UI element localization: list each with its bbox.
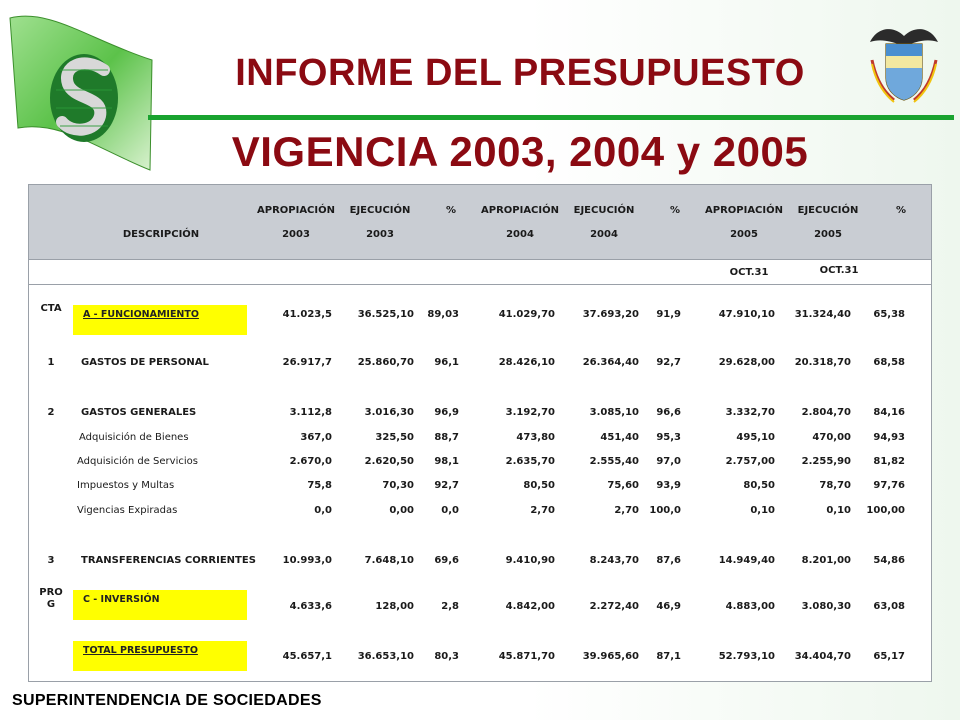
table-cell: 367,0 [300, 432, 332, 443]
table-cell: 3.080,30 [801, 601, 851, 612]
table-cell: 2.635,70 [505, 456, 555, 467]
table-cell: 0,0 [314, 505, 332, 516]
table-cell: 26.917,7 [282, 357, 332, 368]
row-code: 3 [47, 555, 55, 566]
table-cell: 97,0 [656, 456, 681, 467]
table-cell: 78,70 [819, 480, 851, 491]
highlight-inversion [73, 590, 247, 620]
table-cell: 8.201,00 [801, 555, 851, 566]
table-cell: 28.426,10 [498, 357, 555, 368]
table-cell: 325,50 [375, 432, 414, 443]
table-cell: 0,10 [826, 505, 851, 516]
header-apropiacion-2005: APROPIACIÓN [705, 205, 783, 216]
table-cell: 2.255,90 [801, 456, 851, 467]
table-cell: 29.628,00 [718, 357, 775, 368]
header-year-aprop-2003: 2003 [282, 229, 310, 240]
table-cell: 100,0 [649, 505, 681, 516]
table-cell: 100,00 [866, 505, 905, 516]
table-cell: 81,82 [873, 456, 905, 467]
table-cell: 98,1 [434, 456, 459, 467]
table-cell: 2.757,00 [725, 456, 775, 467]
table-header [29, 185, 931, 260]
table-cell: 80,3 [434, 651, 459, 662]
table-cell: 2,70 [614, 505, 639, 516]
table-cell: 45.871,70 [498, 651, 555, 662]
table-cell: 3.112,8 [289, 407, 332, 418]
table-cell: 2.555,40 [589, 456, 639, 467]
table-cell: 52.793,10 [718, 651, 775, 662]
table-cell: 470,00 [812, 432, 851, 443]
row-desc: A - FUNCIONAMIENTO [83, 309, 199, 320]
row-desc: Impuestos y Multas [77, 480, 175, 491]
table-cell: 88,7 [434, 432, 459, 443]
header-year-ejec-2004: 2004 [590, 229, 618, 240]
table-cell: 7.648,10 [364, 555, 414, 566]
highlight-total [73, 641, 247, 671]
header-year-ejec-2005: 2005 [814, 229, 842, 240]
table-cell: 20.318,70 [794, 357, 851, 368]
row-code: CTA [40, 303, 62, 314]
table-cell: 63,08 [873, 601, 905, 612]
table-cell: 2.804,70 [801, 407, 851, 418]
table-cell: 2,8 [441, 601, 459, 612]
table-cell: 87,1 [656, 651, 681, 662]
highlight-funcionamiento [73, 305, 247, 335]
table-cell: 0,0 [441, 505, 459, 516]
table-cell: 70,30 [382, 480, 414, 491]
footer-organization: SUPERINTENDENCIA DE SOCIEDADES [12, 692, 322, 709]
table-cell: 3.332,70 [725, 407, 775, 418]
table-cell: 0,10 [750, 505, 775, 516]
table-cell: 25.860,70 [357, 357, 414, 368]
table-cell: 96,1 [434, 357, 459, 368]
header-pct-2004: % [669, 205, 681, 216]
table-cell: 97,76 [873, 480, 905, 491]
row-desc: Vigencias Expiradas [77, 505, 178, 516]
table-cell: 14.949,40 [718, 555, 775, 566]
table-cell: 3.016,30 [364, 407, 414, 418]
table-cell: 41.023,5 [282, 309, 332, 320]
table-cell: 37.693,20 [582, 309, 639, 320]
table-cell: 54,86 [873, 555, 905, 566]
table-cell: 473,80 [516, 432, 555, 443]
header-descripcion: DESCRIPCIÓN [122, 229, 200, 240]
table-cell: 84,16 [873, 407, 905, 418]
table-cell: 92,7 [656, 357, 681, 368]
table-cell: 26.364,40 [582, 357, 639, 368]
row-desc: Adquisición de Bienes [79, 432, 189, 443]
cutoff-row [29, 260, 931, 285]
table-cell: 41.029,70 [498, 309, 555, 320]
header-apropiacion-2003: APROPIACIÓN [257, 205, 335, 216]
table-cell: 96,9 [434, 407, 459, 418]
table-cell: 65,38 [873, 309, 905, 320]
table-cell: 3.085,10 [589, 407, 639, 418]
table-cell: 94,93 [873, 432, 905, 443]
table-cell: 47.910,10 [718, 309, 775, 320]
table-cell: 2,70 [530, 505, 555, 516]
table-cell: 39.965,60 [582, 651, 639, 662]
header-ejecucion-2004: EJECUCIÓN [573, 205, 635, 216]
table-cell: 45.657,1 [282, 651, 332, 662]
table-cell: 128,00 [375, 601, 414, 612]
table-cell: 2.272,40 [589, 601, 639, 612]
row-code: 1 [47, 357, 55, 368]
table-cell: 2.670,0 [289, 456, 332, 467]
row-desc: TRANSFERENCIAS CORRIENTES [81, 555, 256, 566]
table-cell: 96,6 [656, 407, 681, 418]
budget-table [28, 184, 932, 682]
header-apropiacion-2004: APROPIACIÓN [481, 205, 559, 216]
header-rule [148, 115, 954, 120]
header-year-aprop-2005: 2005 [730, 229, 758, 240]
table-cell: 75,60 [607, 480, 639, 491]
supersociedades-logo-icon [0, 0, 160, 180]
cutoff-label-apropiacion-2005: OCT.31 [729, 267, 769, 278]
header-ejecucion-2003: EJECUCIÓN [349, 205, 411, 216]
table-cell: 68,58 [873, 357, 905, 368]
row-desc: GASTOS DE PERSONAL [81, 357, 209, 368]
table-cell: 495,10 [736, 432, 775, 443]
table-cell: 34.404,70 [794, 651, 851, 662]
header-ejecucion-2005: EJECUCIÓN [797, 205, 859, 216]
row-code: PRO G [39, 587, 63, 610]
page-title: INFORME DEL PRESUPUESTO [235, 52, 805, 94]
table-cell: 75,8 [307, 480, 332, 491]
table-cell: 92,7 [434, 480, 459, 491]
table-cell: 451,40 [600, 432, 639, 443]
header-pct-2005: % [895, 205, 907, 216]
table-cell: 0,00 [389, 505, 414, 516]
row-desc: GASTOS GENERALES [81, 407, 197, 418]
header-year-aprop-2004: 2004 [506, 229, 534, 240]
header-pct-2003: % [445, 205, 457, 216]
table-cell: 9.410,90 [505, 555, 555, 566]
table-cell: 8.243,70 [589, 555, 639, 566]
table-cell: 95,3 [656, 432, 681, 443]
cutoff-label-ejecucion-2005: OCT.31 [819, 265, 859, 276]
table-cell: 65,17 [873, 651, 905, 662]
table-cell: 80,50 [523, 480, 555, 491]
table-cell: 4.883,00 [725, 601, 775, 612]
table-cell: 31.324,40 [794, 309, 851, 320]
header-year-ejec-2003: 2003 [366, 229, 394, 240]
table-cell: 87,6 [656, 555, 681, 566]
row-code: 2 [47, 407, 55, 418]
row-desc: TOTAL PRESUPUESTO [83, 645, 198, 656]
row-desc: Adquisición de Servicios [77, 456, 198, 467]
table-cell: 4.842,00 [505, 601, 555, 612]
table-cell: 80,50 [743, 480, 775, 491]
row-desc: C - INVERSIÓN [83, 594, 160, 605]
page-subtitle: VIGENCIA 2003, 2004 y 2005 [231, 128, 809, 175]
table-cell: 91,9 [656, 309, 681, 320]
table-cell: 46,9 [656, 601, 681, 612]
table-cell: 89,03 [427, 309, 459, 320]
table-cell: 10.993,0 [282, 555, 332, 566]
table-cell: 69,6 [434, 555, 459, 566]
table-cell: 36.525,10 [357, 309, 414, 320]
table-cell: 2.620,50 [364, 456, 414, 467]
table-cell: 93,9 [656, 480, 681, 491]
table-cell: 36.653,10 [357, 651, 414, 662]
table-cell: 3.192,70 [505, 407, 555, 418]
table-cell: 4.633,6 [289, 601, 332, 612]
